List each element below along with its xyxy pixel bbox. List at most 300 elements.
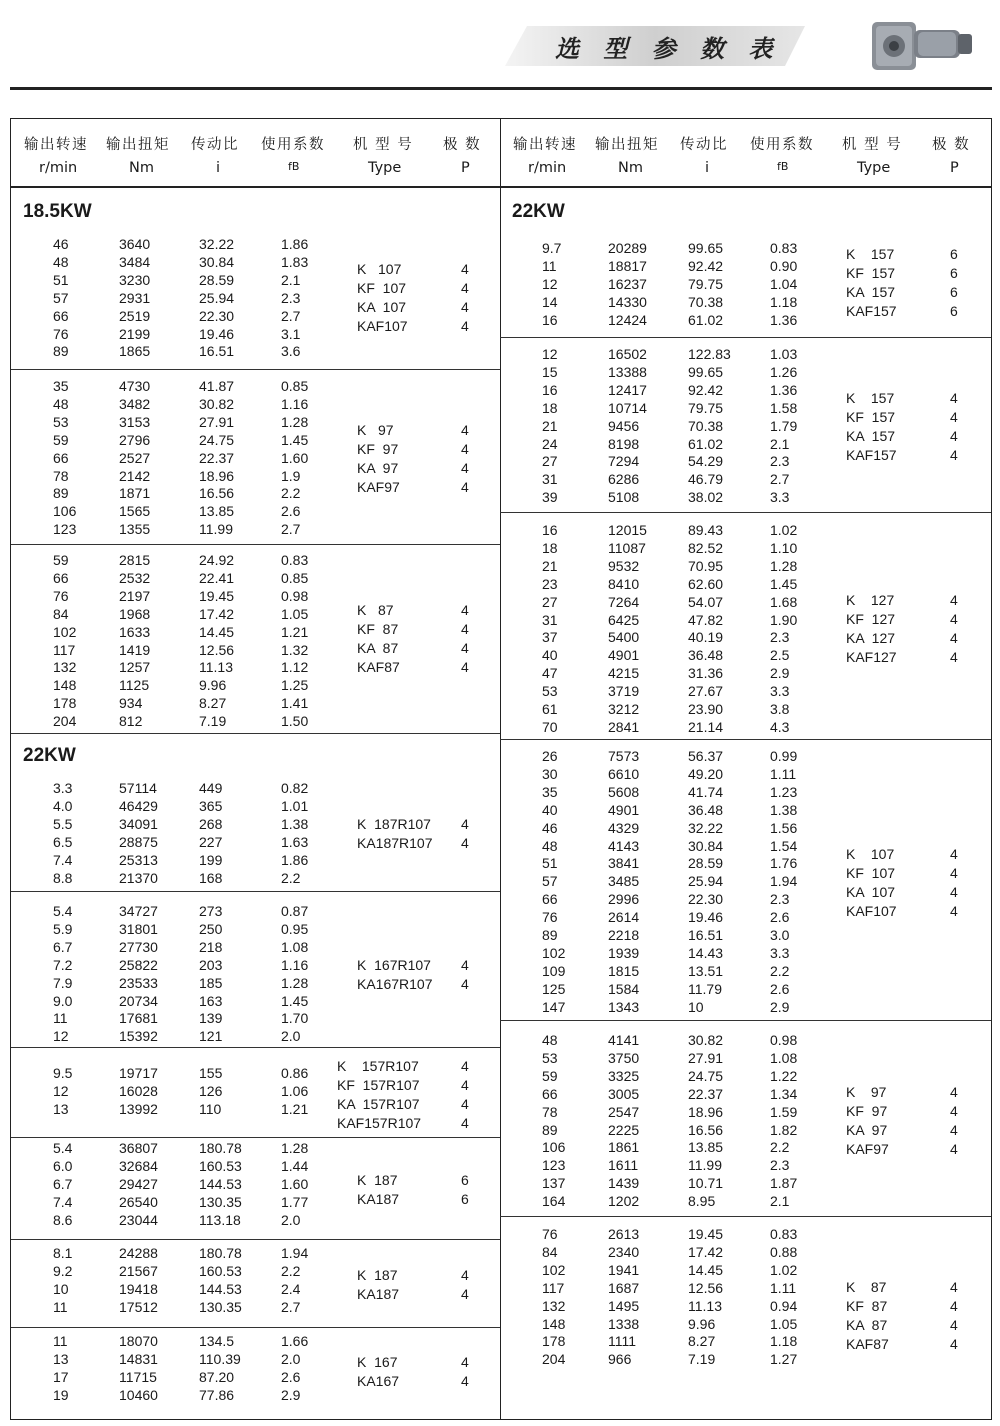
table-cell: 2841 xyxy=(608,718,640,735)
table-cell: 35 xyxy=(53,378,69,394)
table-cell: 4141 xyxy=(608,1032,640,1048)
table-cell: 1.25 xyxy=(281,677,309,694)
table-cell: 28.59 xyxy=(199,271,235,288)
table-cell: 812 xyxy=(119,713,143,730)
table-cell: 178 xyxy=(542,1333,566,1350)
header-cn-4: 机 型 号 xyxy=(353,137,414,153)
model-type: K 187 xyxy=(357,1267,398,1283)
model-type: KAF157R107 xyxy=(337,1115,422,1131)
table-cell: 51 xyxy=(542,855,558,872)
table-cell: 1.01 xyxy=(281,797,309,814)
table-cell: 144.53 xyxy=(199,1280,242,1297)
table-cell: 24288 xyxy=(119,1245,158,1261)
model-type: KAF87 xyxy=(357,659,400,675)
table-cell: 1.28 xyxy=(281,413,309,430)
model-type: KAF157 xyxy=(846,447,897,463)
table-cell: 8198 xyxy=(608,435,640,452)
table-cell: 10 xyxy=(53,1280,69,1297)
table-cell: 8410 xyxy=(608,575,640,592)
table-cell: 1.63 xyxy=(281,833,309,850)
table-cell: 1.08 xyxy=(770,1049,798,1066)
table-cell: 934 xyxy=(119,695,143,712)
table-cell: 27730 xyxy=(119,938,158,955)
table-cell: 110.39 xyxy=(199,1350,241,1367)
table-cell: 13.85 xyxy=(688,1139,724,1156)
table-cell: 99.65 xyxy=(688,240,724,256)
table-cell: 10460 xyxy=(119,1386,158,1403)
model-type: KA 157 xyxy=(846,284,896,300)
table-cell: 19.46 xyxy=(199,325,235,342)
table-cell: 30.84 xyxy=(688,837,724,854)
power-heading: 22KW xyxy=(23,745,76,766)
model-type: KAF157 xyxy=(846,303,897,319)
table-cell: 117 xyxy=(53,641,76,658)
table-cell: 19 xyxy=(53,1386,69,1403)
table-cell: 22.37 xyxy=(199,449,235,466)
table-cell: 3750 xyxy=(608,1049,640,1066)
table-cell: 9456 xyxy=(608,417,640,434)
table-cell: 12 xyxy=(542,346,558,362)
header-en-1: Nm xyxy=(618,160,643,176)
table-cell: 2.4 xyxy=(281,1280,301,1297)
model-type: KA187R107 xyxy=(357,835,433,851)
table-cell: 185 xyxy=(199,974,223,991)
table-cell: 25313 xyxy=(119,851,158,868)
table-cell: 123 xyxy=(542,1157,566,1174)
table-cell: 53 xyxy=(53,413,69,430)
table-cell: 7.9 xyxy=(53,974,73,991)
table-cell: 0.83 xyxy=(770,1226,798,1242)
pole-count: 4 xyxy=(461,835,469,851)
table-cell: 54.07 xyxy=(688,593,724,610)
table-cell: 37 xyxy=(542,629,558,646)
table-cell: 46429 xyxy=(119,797,158,814)
table-cell: 7264 xyxy=(608,593,640,610)
table-cell: 23 xyxy=(542,575,558,592)
table-cell: 2.3 xyxy=(770,1157,790,1174)
table-cell: 10 xyxy=(688,998,704,1015)
table-cell: 2199 xyxy=(119,325,151,342)
table-cell: 203 xyxy=(199,956,223,973)
header-cn-3: 使用系数 xyxy=(261,137,325,153)
table-cell: 3325 xyxy=(608,1067,640,1084)
table-cell: 4.0 xyxy=(53,797,73,814)
group-divider xyxy=(11,733,500,734)
table-cell: 9.96 xyxy=(199,677,227,694)
table-cell: 48 xyxy=(53,253,69,270)
table-cell: 56.37 xyxy=(688,748,724,764)
header-divider xyxy=(11,186,500,188)
table-cell: 25822 xyxy=(119,956,158,973)
header-en-2: i xyxy=(216,160,221,176)
table-cell: 3640 xyxy=(119,236,151,252)
table-cell: 12 xyxy=(542,275,558,292)
table-cell: 14.45 xyxy=(199,623,235,640)
table-cell: 9532 xyxy=(608,557,640,574)
table-cell: 57 xyxy=(542,873,558,890)
pole-count: 4 xyxy=(461,299,469,315)
table-cell: 16.51 xyxy=(199,343,235,360)
pole-count: 4 xyxy=(461,460,469,476)
table-cell: 1.36 xyxy=(770,381,798,398)
table-cell: 13.85 xyxy=(199,503,235,520)
table-cell: 1.28 xyxy=(281,1140,309,1156)
table-cell: 1439 xyxy=(608,1175,640,1192)
table-cell: 14831 xyxy=(119,1350,158,1367)
header-cn-0: 输出转速 xyxy=(513,137,577,153)
pole-count: 4 xyxy=(461,1267,469,1283)
pole-count: 4 xyxy=(461,640,469,656)
table-cell: 109 xyxy=(542,962,566,979)
table-cell: 22.30 xyxy=(199,307,235,324)
table-cell: 3.3 xyxy=(53,780,73,796)
table-cell: 0.98 xyxy=(770,1032,798,1048)
table-cell: 137 xyxy=(542,1175,566,1192)
table-cell: 4901 xyxy=(608,647,640,664)
group-divider xyxy=(11,1327,500,1328)
table-cell: 34727 xyxy=(119,903,158,919)
model-type: KAF107 xyxy=(846,903,897,919)
table-cell: 84 xyxy=(53,605,69,622)
table-cell: 199 xyxy=(199,851,223,868)
table-cell: 2.6 xyxy=(281,1368,301,1385)
table-cell: 110 xyxy=(199,1100,222,1117)
table-cell: 16 xyxy=(542,522,558,538)
table-cell: 0.88 xyxy=(770,1243,798,1260)
table-cell: 61.02 xyxy=(688,311,724,328)
table-cell: 2.3 xyxy=(770,891,790,908)
model-type: KA 157R107 xyxy=(337,1096,420,1112)
table-cell: 1565 xyxy=(119,503,151,520)
table-cell: 204 xyxy=(542,1351,566,1368)
table-cell: 27 xyxy=(542,593,558,610)
table-cell: 966 xyxy=(608,1351,632,1368)
table-cell: 25.94 xyxy=(688,873,724,890)
table-cell: 10714 xyxy=(608,399,647,416)
table-cell: 62.60 xyxy=(688,575,724,592)
pole-count: 4 xyxy=(950,1084,958,1100)
table-cell: 2.7 xyxy=(281,307,301,324)
model-type: K 157 xyxy=(846,246,895,262)
table-cell: 17 xyxy=(53,1368,69,1385)
table-cell: 0.86 xyxy=(281,1065,309,1081)
model-type: KF 107 xyxy=(357,280,407,296)
pole-count: 4 xyxy=(950,846,958,862)
table-cell: 17.42 xyxy=(688,1243,724,1260)
table-cell: 1.76 xyxy=(770,855,798,872)
table-cell: 35 xyxy=(542,783,558,800)
table-cell: 1.86 xyxy=(281,851,309,868)
table-cell: 30 xyxy=(542,765,558,782)
table-cell: 2.1 xyxy=(770,1193,790,1210)
model-type: KAF107 xyxy=(357,318,408,334)
table-cell: 76 xyxy=(53,587,69,604)
header-cn-0: 输出转速 xyxy=(24,137,88,153)
table-cell: 7.2 xyxy=(53,956,73,973)
table-cell: 2.6 xyxy=(281,503,301,520)
table-cell: 1941 xyxy=(608,1261,640,1278)
group-divider xyxy=(500,739,991,740)
table-cell: 2340 xyxy=(608,1243,640,1260)
group-divider xyxy=(11,544,500,545)
header-en-3: fB xyxy=(288,160,300,173)
table-cell: 2218 xyxy=(608,927,640,943)
table-cell: 27.67 xyxy=(688,683,724,700)
pole-count: 6 xyxy=(461,1172,469,1188)
table-cell: 2.9 xyxy=(770,998,790,1015)
table-cell: 1.28 xyxy=(770,557,798,574)
table-cell: 23.90 xyxy=(688,701,724,717)
table-cell: 51 xyxy=(53,271,69,288)
table-cell: 26 xyxy=(542,748,558,764)
table-cell: 2.6 xyxy=(770,909,790,926)
table-cell: 0.85 xyxy=(281,569,309,586)
header-en-1: Nm xyxy=(129,160,154,176)
pole-count: 4 xyxy=(950,1298,958,1314)
table-cell: 3841 xyxy=(608,855,640,872)
table-cell: 6.7 xyxy=(53,1175,73,1192)
table-cell: 11.13 xyxy=(199,659,233,676)
table-cell: 14330 xyxy=(608,293,647,310)
model-type: K 187 xyxy=(357,1172,398,1188)
table-cell: 8.8 xyxy=(53,869,73,886)
table-cell: 18.96 xyxy=(199,467,235,484)
table-cell: 70 xyxy=(542,718,558,735)
group-divider xyxy=(11,1137,500,1138)
table-cell: 125 xyxy=(542,980,566,997)
table-cell: 22.30 xyxy=(688,891,724,908)
table-cell: 2.3 xyxy=(770,629,790,646)
table-cell: 59 xyxy=(53,552,69,568)
table-cell: 11715 xyxy=(119,1368,157,1385)
pole-count: 4 xyxy=(461,1096,469,1112)
table-cell: 54.29 xyxy=(688,453,724,470)
table-cell: 14 xyxy=(542,293,558,310)
group-divider xyxy=(500,1020,991,1021)
pole-count: 4 xyxy=(950,1141,958,1157)
table-cell: 2996 xyxy=(608,891,640,908)
table-cell: 16 xyxy=(542,311,558,328)
table-cell: 1.87 xyxy=(770,1175,798,1192)
table-cell: 6610 xyxy=(608,765,640,782)
model-type: KF 157 xyxy=(846,265,896,281)
model-type: K 167R107 xyxy=(357,957,431,973)
table-cell: 2796 xyxy=(119,431,151,448)
table-cell: 1202 xyxy=(608,1193,640,1210)
table-cell: 1.66 xyxy=(281,1333,309,1349)
table-cell: 13.51 xyxy=(688,962,724,979)
table-cell: 99.65 xyxy=(688,363,724,380)
table-cell: 1.60 xyxy=(281,449,309,466)
table-cell: 5608 xyxy=(608,783,640,800)
header-en-5: P xyxy=(461,160,470,176)
table-cell: 32.22 xyxy=(688,819,724,836)
table-cell: 2.9 xyxy=(281,1386,301,1403)
table-cell: 3.8 xyxy=(770,701,790,717)
right-table xyxy=(500,118,992,1420)
table-cell: 2197 xyxy=(119,587,151,604)
table-cell: 11.99 xyxy=(688,1157,722,1174)
table-cell: 1.79 xyxy=(770,417,798,434)
table-cell: 76 xyxy=(542,1226,558,1242)
table-cell: 1.94 xyxy=(770,873,798,890)
table-cell: 178 xyxy=(53,695,77,712)
table-cell: 30.84 xyxy=(199,253,235,270)
table-cell: 30.82 xyxy=(688,1032,724,1048)
table-cell: 20289 xyxy=(608,240,647,256)
table-cell: 3.0 xyxy=(770,927,790,943)
table-cell: 17681 xyxy=(119,1010,158,1027)
table-cell: 1.60 xyxy=(281,1175,309,1192)
table-cell: 23044 xyxy=(119,1211,158,1228)
header-cn-1: 输出扭矩 xyxy=(595,137,659,153)
table-cell: 2.9 xyxy=(770,665,790,682)
table-cell: 9.5 xyxy=(53,1065,73,1081)
table-cell: 7.19 xyxy=(199,713,227,730)
pole-count: 4 xyxy=(461,1286,469,1302)
table-cell: 102 xyxy=(53,623,77,640)
table-cell: 7.4 xyxy=(53,1193,73,1210)
model-type: KA187 xyxy=(357,1286,400,1302)
table-cell: 8.95 xyxy=(688,1193,716,1210)
table-cell: 148 xyxy=(542,1315,566,1332)
table-cell: 1.59 xyxy=(770,1103,798,1120)
table-cell: 1.50 xyxy=(281,713,309,730)
table-cell: 4901 xyxy=(608,801,640,818)
table-cell: 1865 xyxy=(119,343,151,360)
table-cell: 70.38 xyxy=(688,293,724,310)
header-cn-1: 输出扭矩 xyxy=(106,137,170,153)
table-cell: 273 xyxy=(199,903,223,919)
model-type: KF 107 xyxy=(846,865,896,881)
table-cell: 1.10 xyxy=(770,539,798,556)
table-cell: 12417 xyxy=(608,381,647,398)
table-cell: 70.38 xyxy=(688,417,724,434)
header-cn-2: 传动比 xyxy=(191,137,239,153)
model-type: K 97 xyxy=(846,1084,887,1100)
table-cell: 16502 xyxy=(608,346,647,362)
table-cell: 66 xyxy=(542,1085,558,1102)
table-cell: 89 xyxy=(542,927,558,943)
pole-count: 6 xyxy=(950,303,958,319)
table-cell: 11087 xyxy=(608,539,646,556)
model-type: K 127 xyxy=(846,592,895,608)
table-cell: 24.75 xyxy=(199,431,235,448)
pole-count: 4 xyxy=(950,1317,958,1333)
header-en-2: i xyxy=(705,160,710,176)
pole-count: 4 xyxy=(461,441,469,457)
table-cell: 11.79 xyxy=(688,980,722,997)
table-cell: 122.83 xyxy=(688,346,731,362)
pole-count: 4 xyxy=(950,1279,958,1295)
pole-count: 4 xyxy=(461,1115,469,1131)
table-cell: 2815 xyxy=(119,552,151,568)
table-cell: 1.54 xyxy=(770,837,798,854)
table-cell: 12.56 xyxy=(199,641,235,658)
model-type: KF 87 xyxy=(846,1298,888,1314)
table-cell: 2.7 xyxy=(770,471,790,488)
table-cell: 53 xyxy=(542,683,558,700)
table-cell: 19.45 xyxy=(688,1226,724,1242)
table-cell: 2.2 xyxy=(281,485,301,502)
table-cell: 180.78 xyxy=(199,1140,242,1156)
table-cell: 11.99 xyxy=(199,521,233,538)
table-cell: 106 xyxy=(542,1139,566,1156)
model-type: KA 157 xyxy=(846,428,896,444)
table-cell: 77.86 xyxy=(199,1386,235,1403)
model-type: KF 97 xyxy=(357,441,399,457)
table-cell: 1.21 xyxy=(281,623,309,640)
table-cell: 12 xyxy=(53,1082,69,1099)
table-cell: 1.05 xyxy=(770,1315,798,1332)
table-cell: 14.45 xyxy=(688,1261,724,1278)
table-cell: 2.2 xyxy=(770,1139,790,1156)
pole-count: 4 xyxy=(461,1354,469,1370)
table-cell: 87.20 xyxy=(199,1368,235,1385)
table-cell: 3485 xyxy=(608,873,640,890)
table-cell: 12 xyxy=(53,1028,69,1045)
model-type: K 87 xyxy=(357,602,394,618)
table-cell: 30.82 xyxy=(199,395,235,412)
model-type: KA 87 xyxy=(846,1317,888,1333)
table-cell: 13992 xyxy=(119,1100,158,1117)
table-cell: 16237 xyxy=(608,275,647,292)
pole-count: 4 xyxy=(461,479,469,495)
table-cell: 7294 xyxy=(608,453,640,470)
table-cell: 1.28 xyxy=(281,974,309,991)
table-cell: 1343 xyxy=(608,998,640,1015)
table-cell: 2.1 xyxy=(281,271,301,288)
table-cell: 134.5 xyxy=(199,1333,235,1349)
table-cell: 82.52 xyxy=(688,539,724,556)
table-cell: 26540 xyxy=(119,1193,158,1210)
table-cell: 16 xyxy=(542,381,558,398)
table-cell: 31 xyxy=(542,471,558,488)
table-cell: 1125 xyxy=(119,677,150,694)
table-cell: 1.06 xyxy=(281,1082,309,1099)
pole-count: 4 xyxy=(950,649,958,665)
table-cell: 1.32 xyxy=(281,641,309,658)
model-type: KA 97 xyxy=(846,1122,888,1138)
pole-count: 4 xyxy=(950,884,958,900)
table-cell: 36.48 xyxy=(688,647,724,664)
table-cell: 1.86 xyxy=(281,236,309,252)
table-cell: 0.94 xyxy=(770,1297,798,1314)
table-cell: 9.2 xyxy=(53,1262,73,1279)
table-cell: 7573 xyxy=(608,748,640,764)
pole-count: 4 xyxy=(950,1336,958,1352)
table-cell: 1939 xyxy=(608,944,640,961)
table-cell: 2532 xyxy=(119,569,151,586)
table-cell: 1968 xyxy=(119,605,151,622)
table-cell: 1.83 xyxy=(281,253,309,270)
table-cell: 5.5 xyxy=(53,815,73,832)
table-cell: 78 xyxy=(542,1103,558,1120)
table-cell: 1.45 xyxy=(770,575,798,592)
model-type: K 157R107 xyxy=(337,1058,419,1074)
pole-count: 4 xyxy=(950,390,958,406)
pole-count: 4 xyxy=(950,447,958,463)
model-type: K 167 xyxy=(357,1354,398,1370)
table-cell: 31.36 xyxy=(688,665,724,682)
table-cell: 180.78 xyxy=(199,1245,242,1261)
table-cell: 1.58 xyxy=(770,399,798,416)
table-cell: 92.42 xyxy=(688,381,724,398)
page-title: 选 型 参 数 表 xyxy=(555,34,781,63)
table-cell: 12424 xyxy=(608,311,647,328)
pole-count: 4 xyxy=(950,592,958,608)
table-cell: 41.74 xyxy=(688,783,724,800)
